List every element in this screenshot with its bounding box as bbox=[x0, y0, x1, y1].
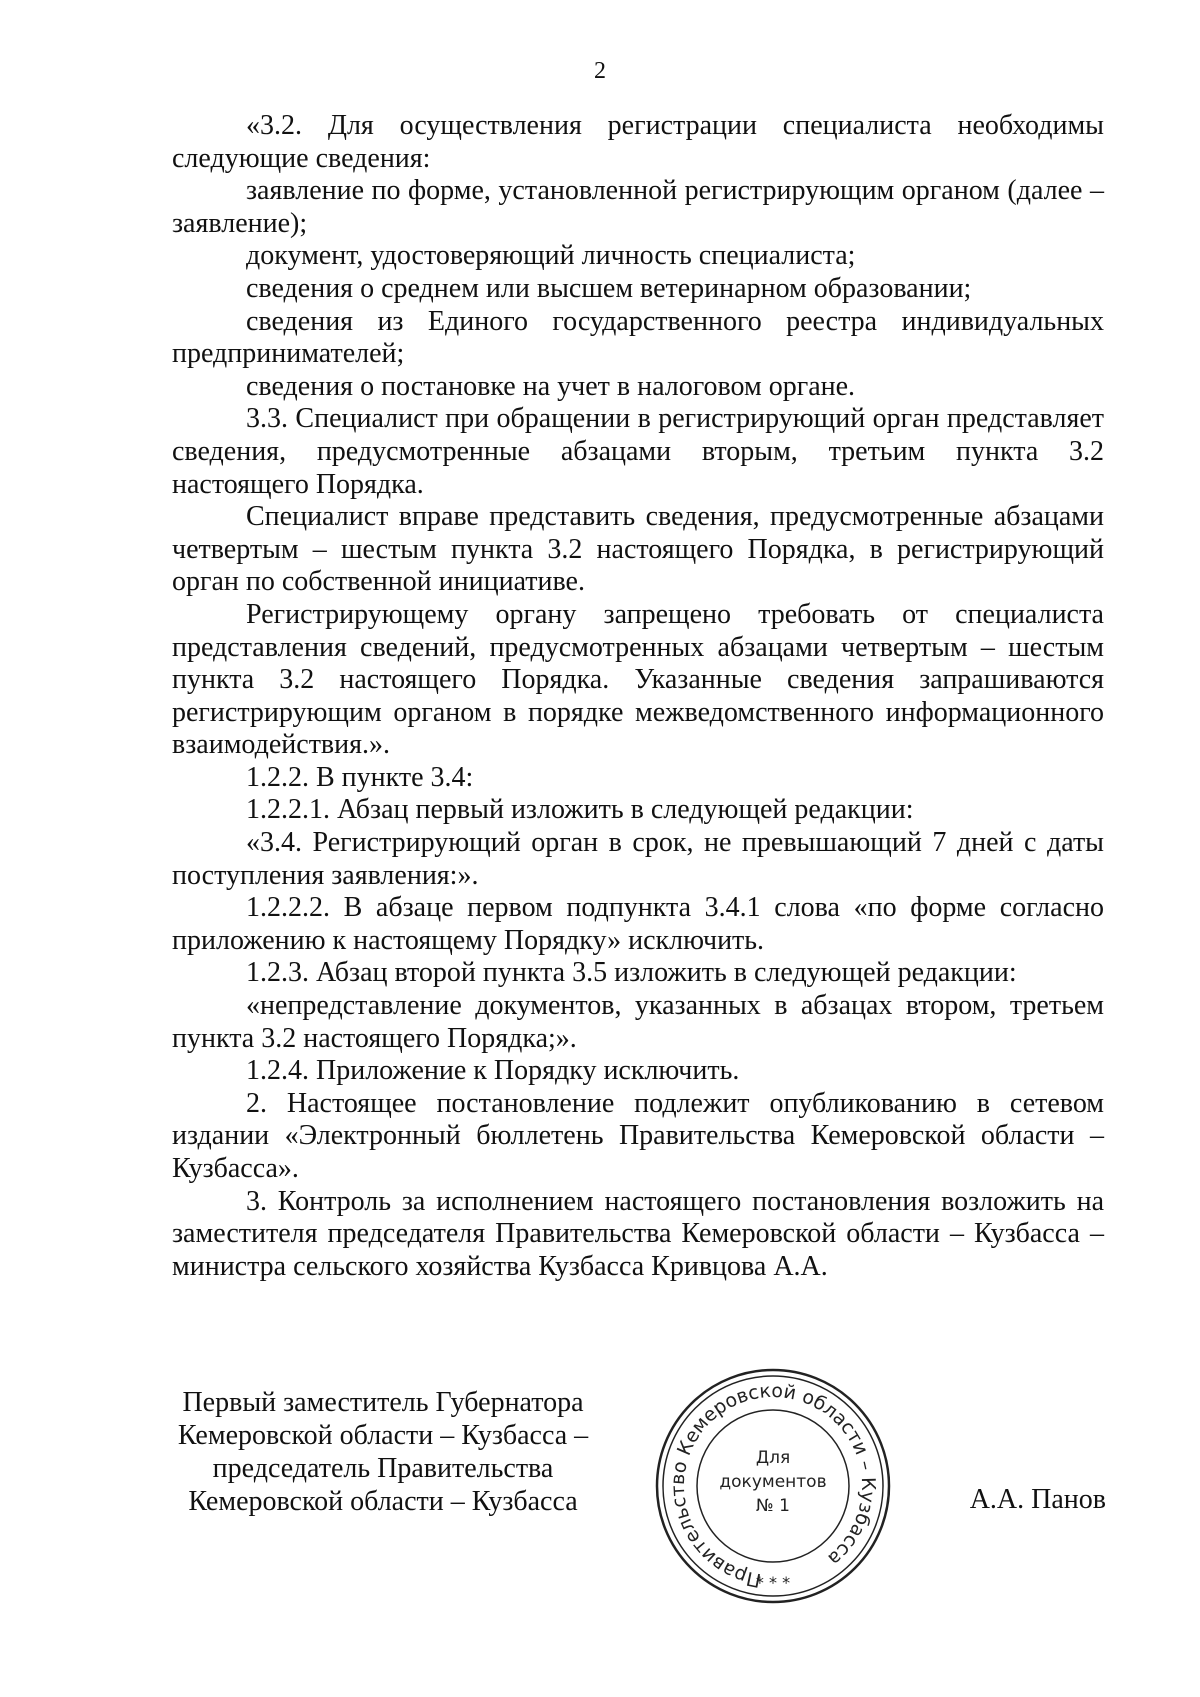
signatory-title-line: Кемеровской области – Кузбасса – bbox=[177, 1420, 589, 1451]
paragraph: «3.2. Для осуществления регистрации специалиста необходимы следующие сведения: bbox=[172, 110, 1104, 174]
signatory-title-line: Кемеровской области – Кузбасса bbox=[188, 1486, 578, 1517]
paragraph: 1.2.2.2. В абзаце первом подпункта 3.4.1 слова «по форме согласно приложению к настоящему Порядку» исключить. bbox=[172, 892, 1104, 956]
paragraph: заявление по форме, установленной регистрирующим органом (далее – заявление); bbox=[172, 175, 1104, 239]
paragraph: Специалист вправе представить сведения, предусмотренные абзацами четвертым – шестым пункта 3.2 настоящего Порядка, в регистрирующий орган по собственной инициативе. bbox=[172, 501, 1104, 598]
signatory-title-line: Первый заместитель Губернатора bbox=[182, 1387, 584, 1418]
paragraph: 1.2.4. Приложение к Порядку исключить. bbox=[246, 1055, 740, 1087]
paragraph: сведения о среднем или высшем ветеринарном образовании; bbox=[246, 272, 972, 304]
paragraph: сведения из Единого государственного реестра индивидуальных предпринимателей; bbox=[172, 305, 1104, 370]
seal-center-line: № 1 bbox=[756, 1496, 790, 1516]
paragraph: 1.2.2.1. Абзац первый изложить в следующей редакции: bbox=[246, 794, 914, 826]
paragraph: 1.2.3. Абзац второй пункта 3.5 изложить в следующей редакции: bbox=[246, 957, 1017, 989]
paragraph: документ, удостоверяющий личность специалиста; bbox=[246, 240, 856, 272]
paragraph: 2. Настоящее постановление подлежит опубликованию в сетевом издании «Электронный бюллетень Правительства Кемеровской области – Кузбасса». bbox=[172, 1087, 1104, 1184]
signatory-title bbox=[160, 1386, 606, 1518]
page-number: 2 bbox=[594, 58, 606, 84]
official-seal bbox=[653, 1366, 893, 1606]
seal-stars: * * * bbox=[755, 1573, 791, 1592]
signatory-name: А.А. Панов bbox=[969, 1484, 1106, 1515]
document-body bbox=[172, 110, 1104, 1283]
paragraph: сведения о постановке на учет в налоговом органе. bbox=[246, 370, 856, 402]
paragraph: «3.4. Регистрирующий орган в срок, не превышающий 7 дней с даты поступления заявления:». bbox=[172, 827, 1104, 891]
signatory-title-line: председатель Правительства bbox=[212, 1453, 554, 1484]
seal-center-line: Для bbox=[755, 1448, 791, 1468]
paragraph: 3.3. Специалист при обращении в регистрирующий орган представляет сведения, предусмотренные абзацами вторым, третьим пункта 3.2 настоящего Порядка. bbox=[172, 403, 1104, 500]
seal-center-line: документов bbox=[719, 1472, 827, 1492]
paragraph: 1.2.2. В пункте 3.4: bbox=[246, 761, 474, 793]
paragraph: Регистрирующему органу запрещено требовать от специалиста представления сведений, предусмотренных абзацами четвертым – шестым пункта 3.2 настоящего Порядка. Указанные сведения запрашиваются регистрирующим органом в порядке межведомственного информационного взаимодействия.». bbox=[172, 598, 1104, 761]
seal-ring-text: Правительство Кемеровской области – Кузбасса bbox=[666, 1379, 880, 1592]
paragraph: 3. Контроль за исполнением настоящего постановления возложить на заместителя председателя Правительства Кемеровской области – Кузбасса – министра сельского хозяйства Кузбасса Кривцова А.А. bbox=[172, 1185, 1104, 1282]
paragraph: «непредставление документов, указанных в абзацах втором, третьем пункта 3.2 настоящего Порядка;». bbox=[172, 990, 1104, 1054]
seal-center-text bbox=[673, 1446, 873, 1518]
